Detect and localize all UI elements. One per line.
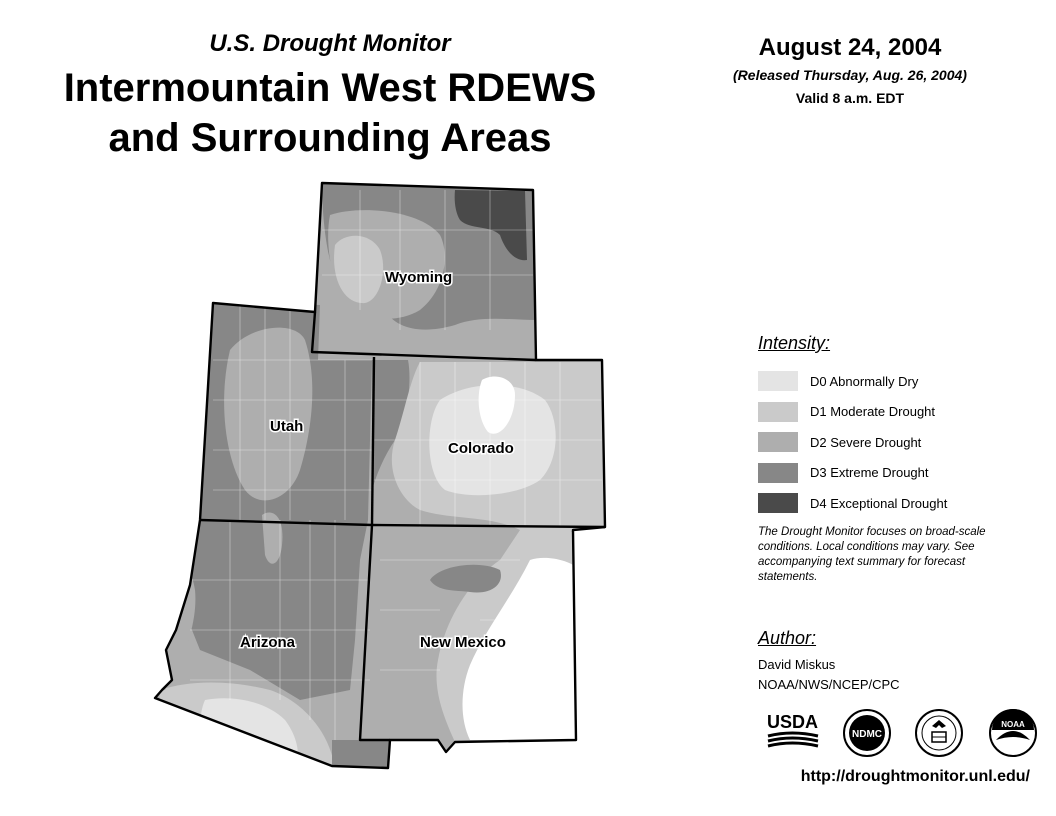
department-of-commerce-seal-icon xyxy=(914,708,964,758)
legend-label-d2: D2 Severe Drought xyxy=(810,434,922,450)
author-organization: NOAA/NWS/NCEP/CPC xyxy=(758,677,900,692)
legend-item-d1 xyxy=(758,397,947,428)
legend-title: Intensity: xyxy=(758,333,831,353)
state-label-new-mexico: New Mexico xyxy=(420,634,506,651)
valid-time: Valid 8 a.m. EDT xyxy=(795,90,905,106)
svg-text:USDA: USDA xyxy=(767,712,819,732)
drought-shading xyxy=(140,170,620,780)
disclaimer-note: The Drought Monitor focuses on broad-scale conditions. Local conditions may vary. See accompanying text summary for forecast statements. xyxy=(758,526,986,583)
map-title-line1: Intermountain West RDEWS xyxy=(63,66,597,110)
ndmc-logo xyxy=(842,708,892,758)
state-label-colorado: Colorado xyxy=(448,440,514,457)
noaa-logo xyxy=(988,708,1038,758)
partner-logos xyxy=(760,708,1050,758)
legend xyxy=(758,366,947,519)
legend-swatch-d2 xyxy=(758,432,798,452)
usda-logo xyxy=(766,708,820,754)
state-label-utah: Utah xyxy=(270,418,304,435)
state-label-wyoming: Wyoming xyxy=(385,269,453,286)
author-heading: Author: xyxy=(758,628,817,648)
svg-text:NOAA: NOAA xyxy=(1001,720,1025,729)
legend-label-d4: D4 Exceptional Drought xyxy=(810,495,948,511)
svg-text:NDMC: NDMC xyxy=(852,729,882,740)
map-subtitle: U.S. Drought Monitor xyxy=(209,30,451,57)
map-date: August 24, 2004 xyxy=(758,34,942,61)
legend-label-d1: D1 Moderate Drought xyxy=(810,404,936,420)
legend-item-d3 xyxy=(758,458,947,489)
legend-item-d0 xyxy=(758,366,947,397)
website-url: http://droughtmonitor.unl.edu/ xyxy=(800,768,1030,785)
legend-swatch-d3 xyxy=(758,463,798,483)
legend-label-d3: D3 Extreme Drought xyxy=(810,465,929,481)
legend-swatch-d1 xyxy=(758,402,798,422)
legend-item-d2 xyxy=(758,427,947,458)
legend-label-d0: D0 Abnormally Dry xyxy=(810,373,919,389)
state-label-arizona: Arizona xyxy=(240,634,296,651)
legend-swatch-d0 xyxy=(758,371,798,391)
legend-item-d4 xyxy=(758,488,947,519)
map-title-line2: and Surrounding Areas xyxy=(108,116,552,160)
author-name: David Miskus xyxy=(758,657,836,672)
release-date: (Released Thursday, Aug. 26, 2004) xyxy=(733,67,967,83)
legend-swatch-d4 xyxy=(758,493,798,513)
